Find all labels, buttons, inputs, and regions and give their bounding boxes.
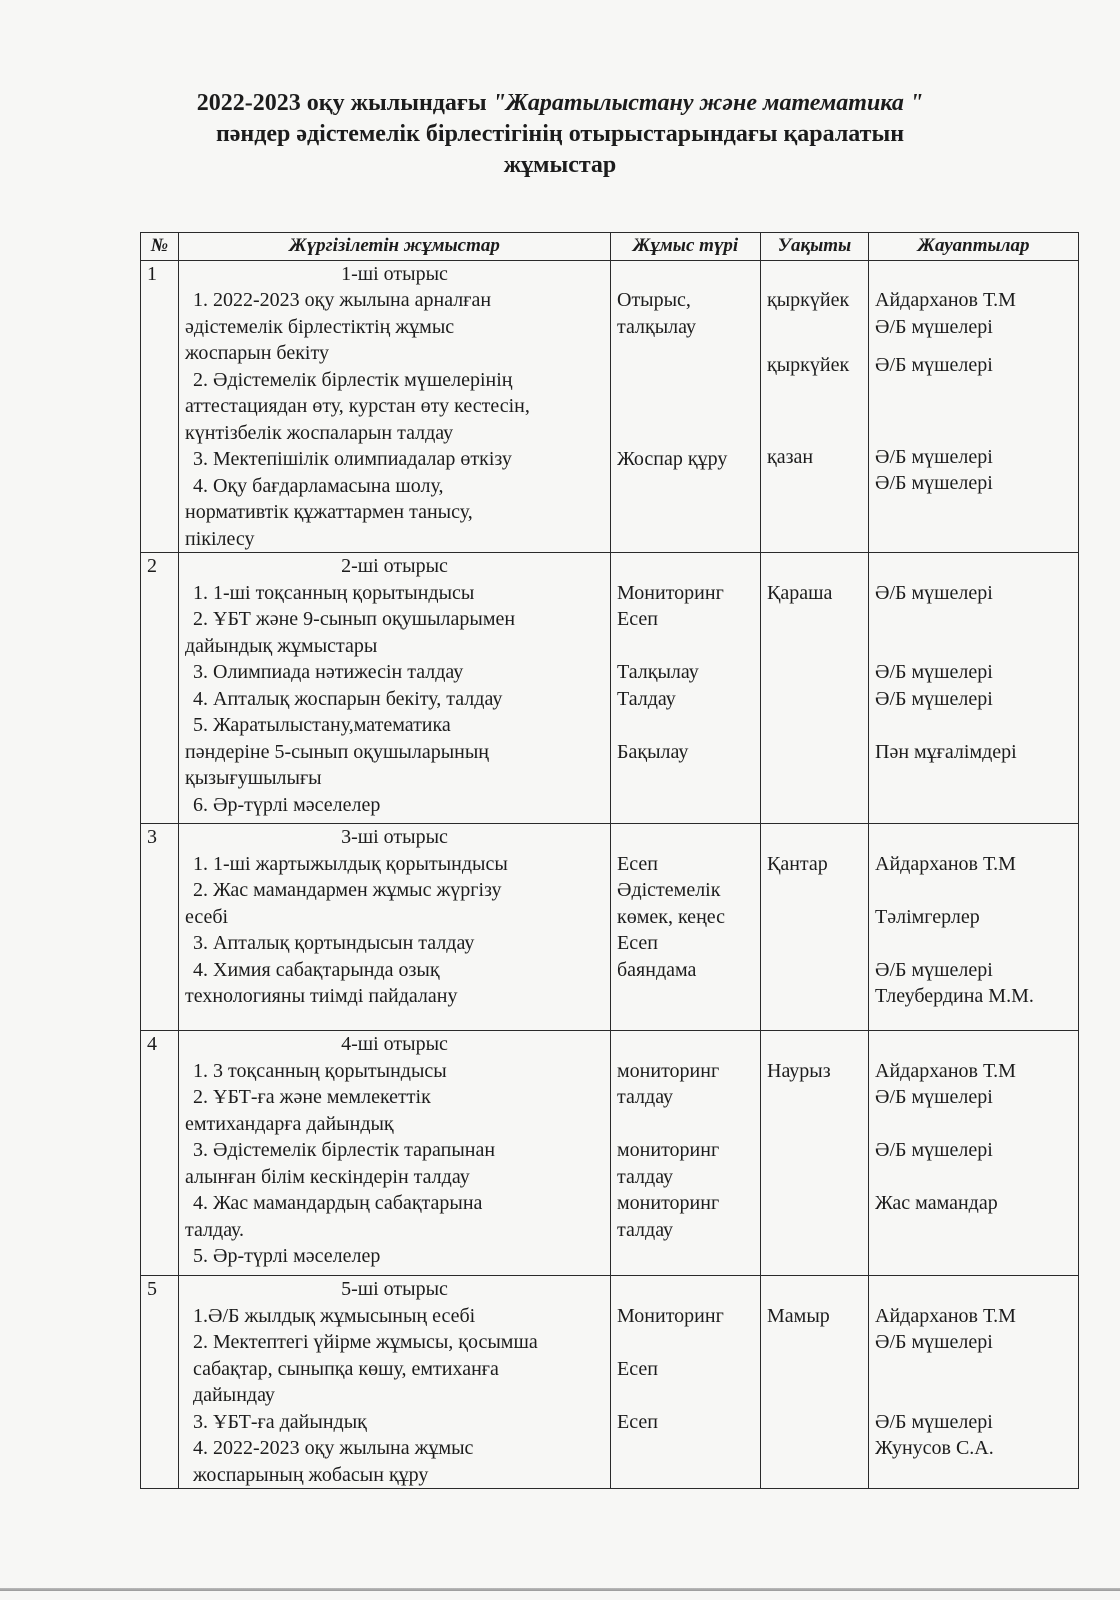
responsible-person: Ә/Б мүшелері	[875, 445, 993, 468]
time-value: Қараша	[767, 581, 833, 604]
header-works: Жүргізілетін жұмыстар	[179, 233, 611, 261]
works-cell	[179, 553, 611, 824]
responsible-person: Ә/Б мүшелері	[875, 581, 993, 604]
work-item: 5. Жаратылыстану,математика	[193, 714, 451, 736]
work-type: талдау	[617, 1086, 674, 1108]
work-type: мониторинг	[617, 1192, 720, 1214]
work-type: баяндама	[617, 958, 697, 981]
responsible-person: Айдарханов Т.М	[875, 1304, 1016, 1327]
responsible-person: Айдарханов Т.М	[875, 1059, 1016, 1082]
session-title: 1-ші отырыс	[341, 262, 448, 285]
work-type: Жоспар құру	[617, 448, 728, 470]
work-item: 4. Апталық жоспарын бекіту, талдау	[193, 687, 503, 710]
work-type: Мониторинг	[617, 581, 724, 604]
session-title: 4-ші отырыс	[341, 1033, 448, 1055]
session-title: 5-ші отырыс	[341, 1278, 448, 1300]
work-item: жоспарын бекіту	[185, 342, 329, 364]
session-title: 2-ші отырыс	[341, 555, 448, 577]
work-item: әдістемелік бірлестіктің жұмыс	[185, 315, 455, 338]
works-cell	[179, 1031, 611, 1276]
responsible-person: Айдарханов Т.М	[875, 852, 1016, 875]
responsible-person: Пән мұғалімдері	[875, 740, 1017, 763]
work-plan-table	[140, 232, 1079, 1489]
work-item: қызығушылығы	[185, 767, 322, 789]
work-type: талдау	[617, 1165, 674, 1188]
time-value: Наурыз	[767, 1059, 831, 1082]
work-item: 6. Әр-түрлі мәселелер	[193, 793, 381, 816]
work-item: күнтізбелік жоспаларын талдау	[185, 421, 454, 444]
work-type: Есеп	[617, 608, 658, 630]
work-type: Отырыс,	[617, 289, 691, 311]
page-bottom-edge	[0, 1588, 1120, 1591]
works-cell	[179, 260, 611, 553]
work-type-cell	[611, 1276, 761, 1489]
responsible-cell	[869, 1031, 1079, 1276]
work-item: 1. 2022-2023 оқу жылына арналған	[193, 289, 492, 311]
responsible-person: Тәлімгерлер	[875, 905, 980, 928]
work-item: 2. Мектептегі үйірме жұмысы, қосымша	[193, 1331, 538, 1353]
row-number: 5	[141, 1276, 179, 1489]
work-item: 2. ҰБТ және 9-сынып оқушыларымен	[193, 608, 516, 630]
work-type: Есеп	[617, 852, 658, 875]
work-type: талдау	[617, 1218, 674, 1241]
works-cell	[179, 824, 611, 1031]
responsible-person: Ә/Б мүшелері	[875, 687, 993, 710]
work-item: технологияны тиімді пайдалану	[185, 985, 458, 1007]
row-number: 2	[141, 553, 179, 824]
title-line-2: пәндер әдістемелік бірлестігінің отырыстарындағы қаралатын	[215, 121, 905, 147]
work-item: 1. 3 тоқсанның қорытындысы	[193, 1059, 447, 1082]
title-line-3: жұмыстар	[503, 152, 617, 178]
work-item: жоспарының жобасын құру	[193, 1463, 429, 1486]
responsible-person: Айдарханов Т.М	[875, 289, 1016, 311]
works-cell	[179, 1276, 611, 1489]
work-type: Талдау	[617, 687, 676, 710]
work-item: 3. ҰБТ-ға дайындық	[193, 1410, 367, 1433]
work-item: дайындық жұмыстары	[185, 634, 378, 657]
time-value: Мамыр	[767, 1304, 830, 1327]
responsible-person: Ә/Б мүшелері	[875, 1139, 993, 1161]
responsible-person: Ә/Б мүшелері	[875, 1410, 993, 1433]
table-header-row	[141, 233, 1079, 261]
work-type-cell	[611, 824, 761, 1031]
work-item: пікілесу	[185, 527, 255, 550]
work-item: емтихандарға дайындық	[185, 1112, 394, 1135]
work-item: нормативтік құжаттармен танысу,	[185, 501, 473, 523]
work-item: 3. Апталық қортындысын талдау	[193, 932, 475, 954]
work-type: талқылау	[617, 315, 697, 338]
time-value: қазан	[767, 445, 814, 468]
header-work-type: Жұмыс түрі	[611, 233, 761, 261]
work-type: Әдістемелік	[617, 879, 721, 901]
work-item: 2. Әдістемелік бірлестік мүшелерінің	[193, 368, 513, 391]
time-cell	[761, 553, 869, 824]
work-item: 4. Химия сабақтарында озық	[193, 958, 440, 981]
responsible-person: Ә/Б мүшелері	[875, 958, 993, 981]
table-row	[141, 1031, 1079, 1276]
responsible-cell	[869, 1276, 1079, 1489]
work-item: сабақтар, сыныпқа көшу, емтиханға	[193, 1357, 499, 1380]
work-type-cell	[611, 260, 761, 553]
responsible-person: Ә/Б мүшелері	[875, 472, 993, 494]
work-item: 1.Ә/Б жылдық жұмысының есебі	[193, 1304, 476, 1327]
responsible-cell	[869, 260, 1079, 553]
work-item: 4. Оқу бағдарламасына шолу,	[193, 474, 444, 497]
work-item: 1. 1-ші тоқсанның қорытындысы	[193, 581, 475, 604]
title-association-name: "Жаратылыстану және математика "	[492, 90, 924, 116]
work-item: 2. Жас мамандармен жұмыс жүргізу	[193, 879, 502, 901]
work-item: есебі	[185, 905, 229, 928]
work-item: алынған білім кескіндерін талдау	[185, 1165, 470, 1188]
responsible-person: Ә/Б мүшелері	[875, 661, 993, 683]
responsible-cell	[869, 824, 1079, 1031]
time-cell	[761, 260, 869, 553]
work-item: 3. Мектепішілік олимпиадалар өткізу	[193, 448, 512, 470]
work-type: Есеп	[617, 1357, 658, 1380]
work-item: пәндеріне 5-сынып оқушыларының	[185, 740, 489, 763]
header-number: №	[141, 233, 179, 261]
work-item: талдау.	[185, 1218, 245, 1241]
work-item: 5. Әр-түрлі мәселелер	[193, 1245, 381, 1267]
time-cell	[761, 1031, 869, 1276]
time-cell	[761, 1276, 869, 1489]
header-responsible: Жауаптылар	[869, 233, 1079, 261]
work-item: 2. ҰБТ-ға және мемлекеттік	[193, 1086, 431, 1108]
time-value: қыркүйек	[767, 354, 850, 376]
time-value: қыркүйек	[767, 289, 850, 311]
work-type: көмек, кеңес	[617, 905, 726, 928]
row-number: 1	[141, 260, 179, 553]
work-type: Есеп	[617, 932, 658, 954]
title-line-1	[160, 88, 960, 119]
work-type: мониторинг	[617, 1059, 720, 1082]
responsible-person: Жас мамандар	[875, 1192, 998, 1214]
work-item: 4. 2022-2023 оқу жылына жұмыс	[193, 1437, 474, 1459]
work-item: 3. Олимпиада нәтижесін талдау	[193, 661, 464, 683]
table-row	[141, 260, 1079, 553]
work-type-cell	[611, 553, 761, 824]
work-type: Есеп	[617, 1410, 658, 1433]
document-title	[160, 88, 960, 181]
responsible-person: Ә/Б мүшелері	[875, 1086, 993, 1108]
work-type-cell	[611, 1031, 761, 1276]
row-number: 4	[141, 1031, 179, 1276]
table-row	[141, 1276, 1079, 1489]
session-title: 3-ші отырыс	[341, 826, 448, 848]
responsible-person: Ә/Б мүшелері	[875, 354, 993, 376]
responsible-person: Ә/Б мүшелері	[875, 1331, 993, 1353]
work-type: Бақылау	[617, 740, 689, 763]
table-row	[141, 824, 1079, 1031]
responsible-cell	[869, 553, 1079, 824]
work-item: аттестациядан өту, курстан өту кестесін,	[185, 395, 530, 417]
work-type: Мониторинг	[617, 1304, 724, 1327]
work-type: мониторинг	[617, 1139, 720, 1161]
header-time: Уақыты	[761, 233, 869, 261]
table-row	[141, 553, 1079, 824]
time-value: Қантар	[767, 852, 828, 875]
time-cell	[761, 824, 869, 1031]
responsible-person: Жунусов С.А.	[875, 1437, 994, 1459]
work-item: 3. Әдістемелік бірлестік тарапынан	[193, 1139, 496, 1161]
work-item: дайындау	[193, 1384, 275, 1406]
row-number: 3	[141, 824, 179, 1031]
work-item: 1. 1-ші жартыжылдық қорытындысы	[193, 852, 508, 875]
work-type: Талқылау	[617, 661, 699, 683]
title-year: 2022-2023 оқу жылындағы	[196, 90, 493, 116]
responsible-person: Ә/Б мүшелері	[875, 315, 993, 338]
responsible-person: Тлеубердина М.М.	[875, 985, 1034, 1007]
work-item: 4. Жас мамандардың сабақтарына	[193, 1192, 483, 1214]
